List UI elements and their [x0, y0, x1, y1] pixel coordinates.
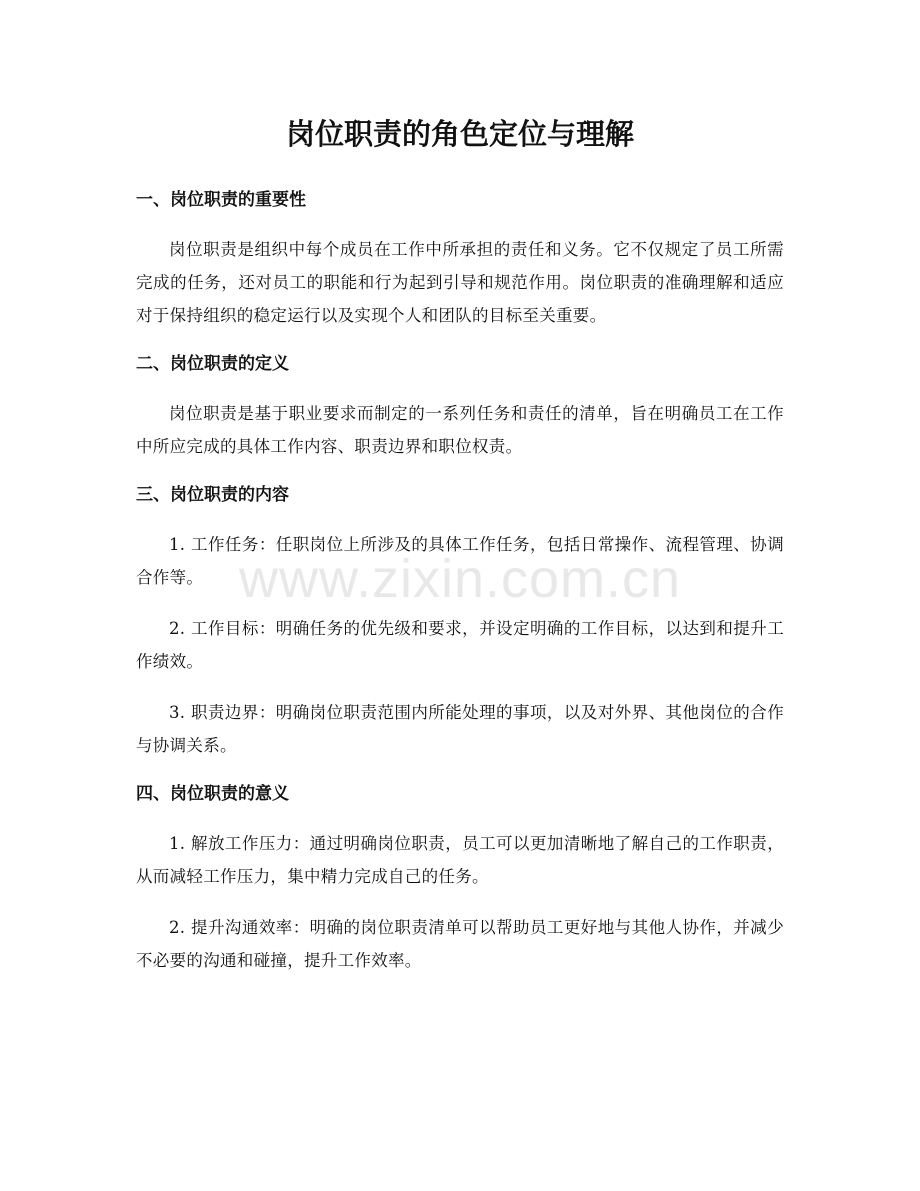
section-3-item-1: 1. 工作任务：任职岗位上所涉及的具体工作任务，包括日常操作、流程管理、协调合作等。	[136, 535, 784, 587]
section-heading-4: 四、岗位职责的意义	[136, 784, 289, 804]
section-heading-2: 二、岗位职责的定义	[136, 354, 289, 374]
document-title: 岗位职责的角色定位与理解	[285, 117, 634, 151]
section-3-item-3: 3. 职责边界：明确岗位职责范围内所能处理的事项，以及对外界、其他岗位的合作与协调关系。	[136, 703, 784, 755]
section-heading-1: 一、岗位职责的重要性	[136, 190, 306, 210]
section-3-item-2: 2. 工作目标：明确任务的优先级和要求，并设定明确的工作目标，以达到和提升工作绩效。	[136, 619, 784, 671]
section-4-item-2: 2. 提升沟通效率：明确的岗位职责清单可以帮助员工更好地与其他人协作，并减少不必要的沟通和碰撞，提升工作效率。	[136, 918, 784, 970]
section-heading-3: 三、岗位职责的内容	[136, 485, 289, 505]
section-4-item-1: 1. 解放工作压力：通过明确岗位职责，员工可以更加清晰地了解自己的工作职责，从而减轻工作压力，集中精力完成自己的任务。	[136, 834, 784, 886]
section-1-paragraph-1: 岗位职责是组织中每个成员在工作中所承担的责任和义务。它不仅规定了员工所需完成的任务，还对员工的职能和行为起到引导和规范作用。岗位职责的准确理解和适应对于保持组织的稳定运行以及实现个人和团队的目标至关重要。	[136, 240, 784, 325]
watermark: www.zixin.com.cn	[238, 549, 682, 609]
section-2-paragraph-1: 岗位职责是基于职业要求而制定的一系列任务和责任的清单，旨在明确员工在工作中所应完成的具体工作内容、职责边界和职位权责。	[136, 404, 784, 456]
